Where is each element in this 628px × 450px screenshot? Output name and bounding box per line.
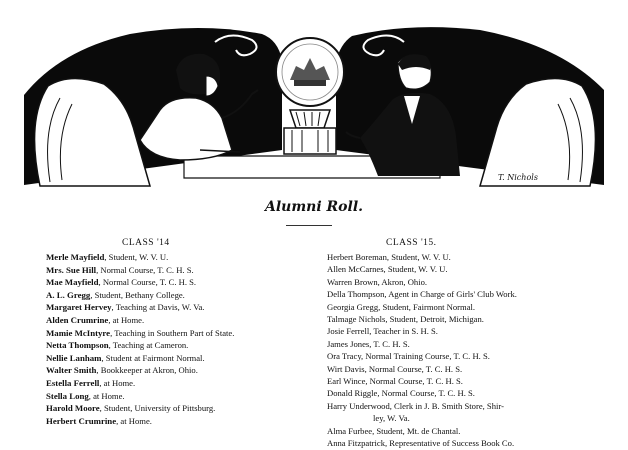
title-divider xyxy=(286,225,332,226)
alumni-entry xyxy=(46,402,316,415)
alumni-detail: , at Home. xyxy=(99,377,136,388)
alumni-entry-continuation: ley, W. Va. xyxy=(373,413,410,424)
alumni-entry xyxy=(46,289,316,302)
alumni-name: Nellie Lanham xyxy=(46,352,102,363)
alumni-name: Harold Moore xyxy=(46,403,100,414)
alumni-entry: Josie Ferrell, Teacher in S. H. S. xyxy=(327,326,438,337)
alumni-name: Estella Ferrell xyxy=(46,377,100,388)
alumni-name: Walter Smith xyxy=(46,365,97,376)
alumni-entry: Talmage Nichols, Student, Detroit, Michigan. xyxy=(327,314,484,325)
alumni-entry: Earl Wince, Normal Course, T. C. H. S. xyxy=(327,376,463,387)
alumni-detail: , at Home. xyxy=(116,415,152,426)
alumni-name: Merle Mayfield xyxy=(46,252,105,262)
alumni-entry: Wirt Davis, Normal Course, T. C. H. S. xyxy=(327,363,463,374)
alumni-detail: , Student, W. V. U. xyxy=(104,252,169,262)
alumni-entry xyxy=(46,276,316,289)
alumni-entry xyxy=(46,327,316,340)
alumni-name: Mae Mayfield xyxy=(46,277,99,288)
alumni-entry xyxy=(46,415,316,428)
alumni-name: Herbert Crumrine xyxy=(46,415,117,426)
alumni-name: Stella Long xyxy=(46,390,89,401)
alumni-entry: Ora Tracy, Normal Training Course, T. C. H. S. xyxy=(327,351,490,362)
alumni-detail: , Normal Course, T. C. H. S. xyxy=(96,264,194,275)
alumni-entry: Herbert Boreman, Student, W. V. U. xyxy=(327,252,451,262)
alumni-name: Mrs. Sue Hill xyxy=(46,264,97,275)
alumni-entry: Georgia Gregg, Student, Fairmont Normal. xyxy=(327,301,476,312)
alumni-name: Netta Thompson xyxy=(46,340,109,351)
alumni-name: Mamie McIntyre xyxy=(46,327,111,338)
page-title: Alumni Roll. xyxy=(264,199,364,215)
alumni-name: A. L. Gregg xyxy=(46,289,91,300)
class-15-heading: CLASS '15. xyxy=(386,238,437,248)
alumni-entry: Donald Riggle, Normal Course, T. C. H. S. xyxy=(327,388,475,399)
class-15-list xyxy=(327,251,627,450)
crystal-ball xyxy=(276,38,344,154)
alumni-entry: Della Thompson, Agent in Charge of Girls' Club Work. xyxy=(327,289,517,300)
alumni-entry: Harry Underwood, Clerk in J. B. Smith Store, Shir- xyxy=(327,400,504,411)
alumni-detail: , at Home. xyxy=(88,390,125,401)
alumni-detail: , Student, Bethany College. xyxy=(90,289,185,300)
alumni-name: Margaret Hervey xyxy=(46,302,112,313)
alumni-detail: , at Home. xyxy=(108,314,145,325)
alumni-detail: , Bookkeeper at Akron, Ohio. xyxy=(96,365,198,376)
alumni-entry: Allen McCarnes, Student, W. V. U. xyxy=(327,264,448,275)
class-14-column xyxy=(46,235,316,427)
alumni-entry: Alma Furbee, Student, Mt. de Chantal. xyxy=(327,425,461,436)
class-15-column xyxy=(327,235,627,450)
alumni-entry xyxy=(46,352,316,365)
alumni-detail: , Teaching in Southern Part of State. xyxy=(110,327,235,338)
alumni-entry: Warren Brown, Akron, Ohio. xyxy=(327,276,428,287)
alumni-detail: , Teaching at Davis, W. Va. xyxy=(111,302,205,313)
alumni-entry xyxy=(46,390,316,403)
alumni-entry xyxy=(46,364,316,377)
alumni-detail: , Student, University of Pittsburg. xyxy=(99,403,216,414)
alumni-entry xyxy=(46,314,316,327)
alumni-detail: , Normal Course, T. C. H. S. xyxy=(98,277,197,288)
alumni-name: Alden Crumrine xyxy=(46,314,109,325)
class-14-list xyxy=(46,251,316,427)
alumni-entry xyxy=(46,264,316,277)
class-14-heading: CLASS '14 xyxy=(122,238,170,248)
alumni-detail: , Teaching at Cameron. xyxy=(108,340,189,351)
illustration-signature: T. Nichols xyxy=(498,173,538,182)
alumni-entry xyxy=(46,377,316,390)
alumni-entry xyxy=(46,251,316,264)
header-illustration xyxy=(0,0,628,192)
alumni-entry: Anna Fitzpatrick, Representative of Success Book Co. xyxy=(327,438,515,449)
alumni-entry xyxy=(46,339,316,352)
alumni-entry: James Jones, T. C. H. S. xyxy=(327,338,410,349)
alumni-entry xyxy=(46,301,316,314)
alumni-detail: , Student at Fairmont Normal. xyxy=(101,352,205,363)
